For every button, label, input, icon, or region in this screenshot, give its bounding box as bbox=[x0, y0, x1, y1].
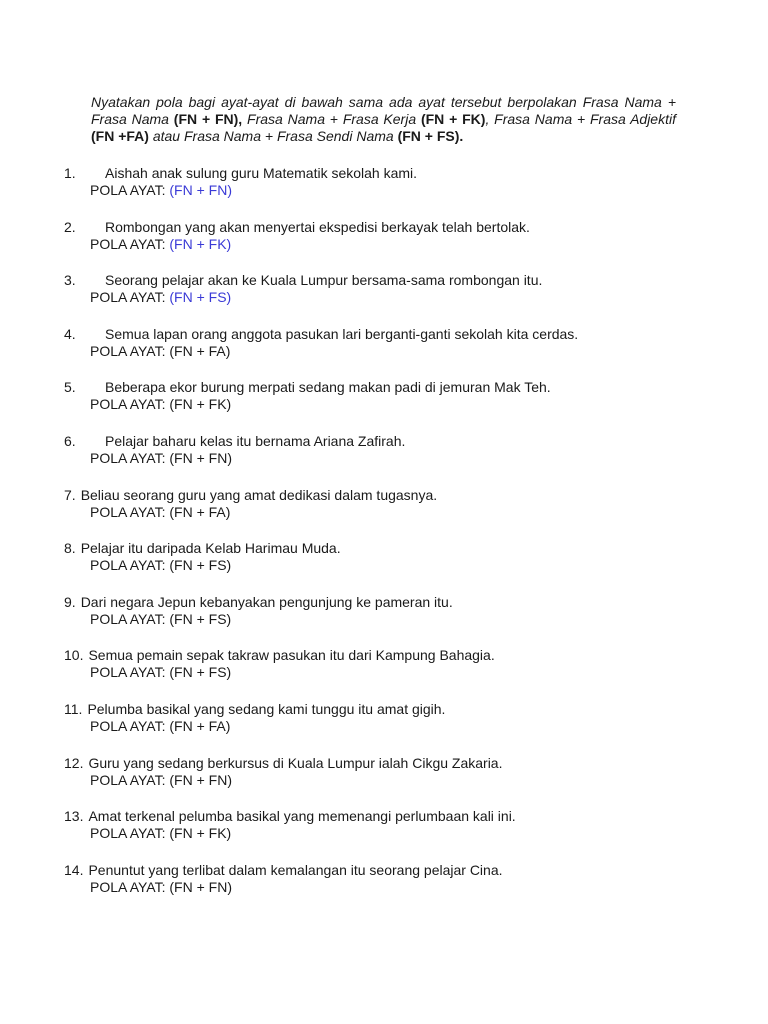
answer-value: (FN + FN) bbox=[169, 449, 232, 466]
answer-value: (FN + FN) bbox=[169, 182, 232, 198]
answer-line bbox=[90, 289, 231, 306]
answer-value: (FN + FS) bbox=[169, 664, 232, 681]
answer-value: (FN + FS) bbox=[169, 289, 232, 306]
answer-line bbox=[90, 557, 231, 574]
question-number: 5. bbox=[64, 379, 76, 396]
answer-prefix: POLA AYAT: bbox=[90, 878, 170, 895]
instructions-paragraph bbox=[91, 94, 676, 145]
answer-prefix: POLA AYAT: bbox=[90, 557, 170, 574]
question-text: Beliau seorang guru yang amat dedikasi dalam tugasnya. bbox=[80, 486, 438, 503]
answer-line bbox=[90, 664, 231, 681]
question-number: 7. bbox=[64, 486, 76, 503]
answer-line bbox=[90, 772, 232, 789]
answer-prefix: POLA AYAT: bbox=[90, 182, 170, 198]
answer-line bbox=[90, 396, 231, 413]
question-item bbox=[64, 487, 704, 541]
question-item bbox=[64, 862, 704, 916]
question-text: Semua lapan orang anggota pasukan lari berganti-ganti sekolah kita cerdas. bbox=[105, 325, 579, 342]
answer-value: (FN + FA) bbox=[169, 717, 231, 734]
answer-line bbox=[90, 343, 230, 360]
answer-prefix: POLA AYAT: bbox=[90, 289, 170, 306]
answer-line bbox=[90, 718, 230, 735]
question-text: Pelajar baharu kelas itu bernama Ariana Zafirah. bbox=[105, 432, 406, 449]
question-text: Beberapa ekor burung merpati sedang makan padi di jemuran Mak Teh. bbox=[105, 379, 551, 396]
instruction-text-4: atau Frasa Nama + Frasa Sendi Nama bbox=[152, 128, 394, 144]
question-text: Semua pemain sepak takraw pasukan itu dari Kampung Bahagia. bbox=[88, 647, 495, 664]
answer-prefix: POLA AYAT: bbox=[90, 610, 170, 627]
question-number: 13. bbox=[64, 808, 84, 825]
answer-prefix: POLA AYAT: bbox=[90, 503, 170, 520]
answer-value: (FN + FK) bbox=[169, 825, 232, 842]
answer-prefix: POLA AYAT: bbox=[90, 235, 170, 252]
question-item bbox=[64, 165, 704, 219]
answer-line bbox=[90, 879, 232, 896]
answer-prefix: POLA AYAT: bbox=[90, 396, 170, 413]
answer-prefix: POLA AYAT: bbox=[90, 771, 170, 788]
answer-value: (FN + FA) bbox=[169, 342, 231, 359]
answer-line bbox=[90, 450, 232, 467]
question-item bbox=[64, 272, 704, 326]
question-number: 2. bbox=[64, 218, 76, 235]
question-text: Seorang pelajar akan ke Kuala Lumpur bersama-sama rombongan itu. bbox=[105, 272, 543, 289]
question-text: Dari negara Jepun kebanyakan pengunjung ke pameran itu. bbox=[80, 593, 453, 610]
question-item bbox=[64, 647, 704, 701]
question-number: 11. bbox=[64, 700, 83, 717]
question-text: Penuntut yang terlibat dalam kemalangan itu seorang pelajar Cina. bbox=[88, 861, 503, 878]
answer-value: (FN + FN) bbox=[169, 771, 232, 788]
question-item bbox=[64, 540, 704, 594]
question-number: 8. bbox=[64, 540, 76, 557]
question-text: Guru yang sedang berkursus di Kuala Lumpur ialah Cikgu Zakaria. bbox=[88, 754, 503, 771]
answer-line bbox=[90, 825, 231, 842]
answer-line bbox=[90, 504, 230, 521]
answer-value: (FN + FK) bbox=[169, 235, 232, 252]
question-number: 6. bbox=[64, 432, 76, 449]
question-item bbox=[64, 701, 704, 755]
answer-prefix: POLA AYAT: bbox=[90, 664, 170, 681]
instruction-text-2: Frasa Nama + Frasa Kerja bbox=[247, 111, 417, 127]
question-number: 3. bbox=[64, 272, 76, 289]
question-item bbox=[64, 755, 704, 809]
question-text: Pelumba basikal yang sedang kami tunggu itu amat gigih. bbox=[87, 700, 446, 717]
question-text: Rombongan yang akan menyertai ekspedisi berkayak telah bertolak. bbox=[105, 218, 530, 235]
question-number: 1. bbox=[64, 165, 76, 181]
answer-line bbox=[90, 236, 231, 253]
question-item bbox=[64, 326, 704, 380]
answer-value: (FN + FN) bbox=[169, 878, 232, 895]
pattern-fn-fk: (FN + FK) bbox=[416, 111, 486, 127]
question-item bbox=[64, 808, 704, 862]
instruction-text-1: Nyatakan pola bagi ayat-ayat di bawah sama ada ayat tersebut berpolakan Frasa Nama + Frasa Nama bbox=[91, 94, 676, 127]
answer-value: (FN + FA) bbox=[169, 503, 231, 520]
pattern-fn-fn: (FN + FN), bbox=[168, 111, 248, 127]
question-number: 9. bbox=[64, 593, 76, 610]
pattern-fn-fs: (FN + FS). bbox=[393, 128, 464, 144]
question-text: Aishah anak sulung guru Matematik sekolah kami. bbox=[105, 165, 418, 181]
question-item bbox=[64, 594, 704, 648]
question-number: 4. bbox=[64, 325, 76, 342]
question-number: 10. bbox=[64, 647, 84, 664]
pattern-fn-fa: (FN +FA) bbox=[91, 128, 153, 144]
question-list bbox=[64, 165, 704, 915]
answer-prefix: POLA AYAT: bbox=[90, 342, 170, 359]
question-item bbox=[64, 433, 704, 487]
answer-value: (FN + FS) bbox=[169, 557, 232, 574]
answer-prefix: POLA AYAT: bbox=[90, 825, 170, 842]
answer-line bbox=[90, 611, 231, 628]
question-item bbox=[64, 379, 704, 433]
answer-value: (FN + FK) bbox=[169, 396, 232, 413]
answer-line bbox=[90, 182, 232, 199]
question-text: Amat terkenal pelumba basikal yang memenangi perlumbaan kali ini. bbox=[88, 808, 516, 825]
answer-prefix: POLA AYAT: bbox=[90, 717, 170, 734]
question-text: Pelajar itu daripada Kelab Harimau Muda. bbox=[80, 540, 341, 557]
question-item bbox=[64, 219, 704, 273]
instruction-text-3: , Frasa Nama + Frasa Adjektif bbox=[485, 111, 676, 127]
answer-value: (FN + FS) bbox=[169, 610, 232, 627]
answer-prefix: POLA AYAT: bbox=[90, 449, 170, 466]
question-number: 14. bbox=[64, 861, 84, 878]
question-number: 12. bbox=[64, 754, 84, 771]
